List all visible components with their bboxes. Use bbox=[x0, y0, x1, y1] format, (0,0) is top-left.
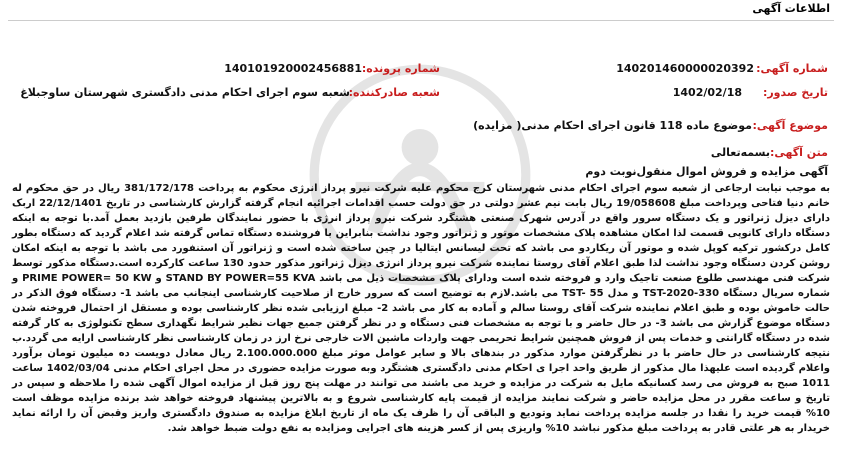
issue-date-value: 1402/02/18 bbox=[672, 86, 742, 99]
text-label: متن آگهی: bbox=[770, 146, 828, 159]
issue-date-label: تاریخ صدور: bbox=[762, 86, 828, 99]
ad-body-title: آگهی مزایده و فروش اموال منقول‌نوبت دوم bbox=[585, 165, 828, 178]
ad-number-label: شماره آگهی: bbox=[756, 62, 828, 75]
section-title: اطلاعات آگهی bbox=[752, 2, 830, 15]
ad-body-paragraph: به موجب نیابت ارجاعی از شعبه سوم اجرای احکام مدنی شهرستان کرج محکوم علیه شرکت نیرو پرداز انرژی محکوم به پرداخت 381/172/178 ریال در حق محکوم له خانم دنیا فتاحی وپرداخت مبلغ 19/058608 ریال بابت نیم عشر دولتی در حق دولت حسب اقدامات اجرائیه انجام گرفته گزارش کارشناسی در تاریخ 22/12/1401 اربک دارای دیزل ژنراتور و یک دستگاه سرور واقع در آدرس شهرک صنعتی هشتگرد شرکت نیرو پرداز انرژی با حضور نمایندگان طرفین بازدید بعمل آمد.با توجه به اینکه دستگاه دارای کانوپی قسمت لذا امکان مشاهده پلاک مشخصات موتور و ژنراتور وجود نداشت بنابراین با فروشنده دستگاه تماس گرفته شد اعلام گردید که دستگاه بطور کامل درکشور ترکیه کوپل شده و موتور آن ریکاردو می باشد که تحت لیسانس ایتالیا در چین ساخته شده است و ژنراتور آن استنفورد می باشد با توجه به اینکه امکان روشن کردن دستگاه وجود نداشت لذا طبق اعلام آقای روستا نماینده شرکت نیرو پرداز انرژی دیزل ژنراتور مذکور حدود 130 ساعت کارکرده است.دستگاه مذکور توسط شرکت فنی مهندسی طلوع صنعت تاجیک وارد و فروخته شده است ودارای پلاک مشخصات ذیل می باشد STAND BY POWER=55 KVA و PRIME POWER= 50 KW و شماره سریال دستگاه TST-2020-330 و مدل TST- 55 می باشد.لازم به توضیح است که سرور خارج از صلاحیت کارشناسی اینجانب می باشد 1- دستگاه فوق الذکر در حالت خاموش بوده و طبق اعلام نماینده شرکت آقای روستا سالم و آماده به کار می باشد 2- مبلغ ارزیابی شده نظر کارشناسی بوده و مستقل از احتمال فروخته شدن دستگاه موضوع گزارش می باشد 3- در حال حاضر و با توجه به مشخصات فنی دستگاه و در نظر گرفتن جمیع جهات نظیر شرایط نگهداری سطح تکنولوژی به کار گرفته شده در دستگاه گارانتی و خدمات پس از فروش همچنین شرایط تحریمی جهت واردات ماشین الات خارجی نرخ ارز در زمان کارشناسی نظر کارشناسی ارایه می گردد.ب نتیجه کارشناسی در حال حاضر با در نظرگرفتن موارد مذکور در بندهای بالا و سایر عوامل موثر مبلغ 2.100.000.000 ریال معادل دویست ده میلیون تومان برآورد واعلام گردیده است علیهذا مال مذکور از طریق واحد اجرا ی احکام مدنی دادگستری هشتگرد وبه صورت مزایده حضوری در محل اجرای احکام مدنی 1402/03/04 ساعت 1011 صبح به فروش می رسد کسانیکه مایل به شرکت در مزایده و خرید می باشند می توانند در مهلت پنج روز قبل از مزایده اموال آگهی شده را ملاحظه و سپس در تاریخ و ساعت مقرر در محل مزایده حاضر و شرکت نمایند مزایده از قیمت پایه کارشناسی شروع و به بالاترین پیشنهاد فروخته خواهد شد برنده مزایده موظف است 10% قیمت خرید را نقدا در جلسه مزایده پرداخت نماید وتودیع و الباقی آن را ظرف یک ماه از تاریخ ابلاغ مزایده به صندوق دادگستری واریز وقبض آن را ارائه نماید خریدار به هر علتی قادر به پرداخت مبلغ مذکور نباشد 10% واریزی پس از کسر هزینه های اجرایی ومزایده به نفع دولت ضبط خواهد شد. bbox=[12, 183, 831, 434]
ad-number-value: 140201460000020392 bbox=[616, 62, 754, 75]
subject-label: موضوع آگهی: bbox=[752, 119, 828, 132]
case-number-value: 140101920002456881 bbox=[224, 62, 362, 75]
text-heading: بسمه‌تعالی bbox=[710, 146, 770, 159]
issuing-branch-label: شعبه صادرکننده: bbox=[348, 86, 440, 99]
section-header bbox=[8, 2, 834, 21]
subject-value: موضوع ماده 118 قانون اجرای احکام مدنی( مزایده) bbox=[473, 119, 752, 132]
issuing-branch-value: شعبه سوم اجرای احکام مدنی دادگستری شهرستان ساوجبلاغ bbox=[20, 86, 350, 99]
case-number-label: شماره پرونده: bbox=[361, 62, 440, 75]
